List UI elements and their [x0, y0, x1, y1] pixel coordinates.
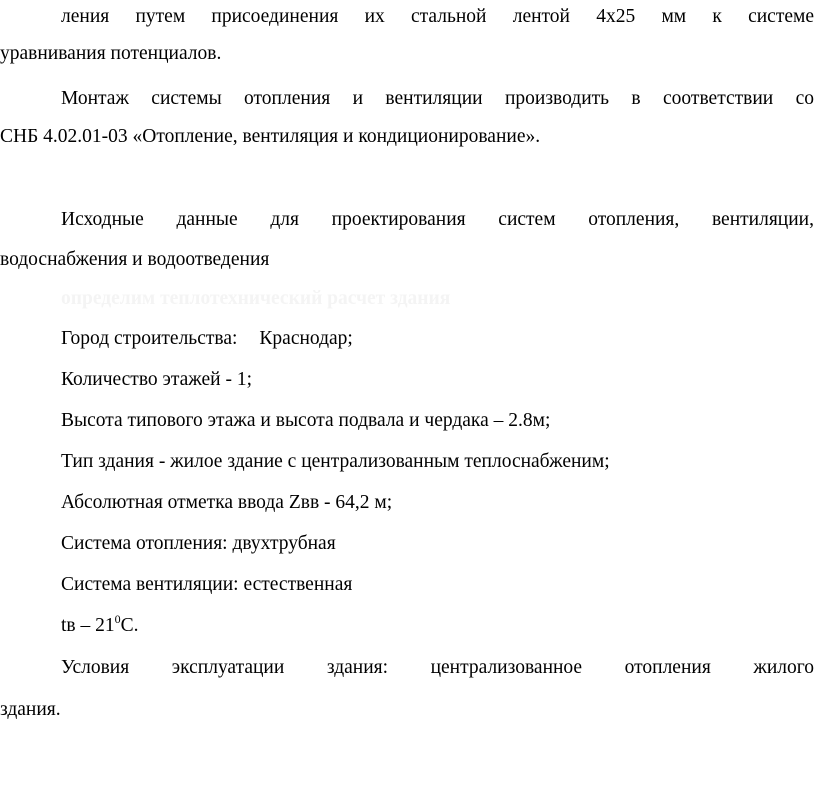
paragraph1-line1: ления путем присоединения их стальной лентой 4х25 мм к системе [61, 6, 814, 27]
paragraph3-line1: Исходные данные для проектирования систем отопления, вентиляции, [61, 209, 814, 230]
heating-line: Система отопления: двухтрубная [61, 533, 336, 554]
city-label: Город строительства: [61, 328, 238, 349]
faint-line: определим теплотехнический расчет здания [61, 288, 451, 309]
paragraph4-line2: здания. [0, 699, 61, 720]
paragraph4-line1: Условия эксплуатации здания: централизованное отопления жилого [61, 657, 814, 678]
city-value: Краснодар; [259, 328, 353, 349]
paragraph2-line1: Монтаж системы отопления и вентиляции производить в соответствии со [61, 88, 814, 109]
floors-line: Количество этажей - 1; [61, 369, 253, 390]
height-line: Высота типового этажа и высота подвала и чердака – 2.8м; [61, 410, 551, 431]
paragraph1-line2: уравнивания потенциалов. [0, 43, 222, 64]
paragraph2-line2: СНБ 4.02.01-03 «Отопление, вентиляция и кондиционирование». [0, 126, 541, 147]
elevation-line: Абсолютная отметка ввода Zвв - 64,2 м; [61, 492, 393, 513]
building-type-line: Тип здания - жилое здание с централизованным теплоснабженим; [61, 451, 610, 472]
temperature-degree: 0 [114, 612, 121, 626]
temperature-line [0, 613, 814, 639]
ventilation-line: Система вентиляции: естественная [61, 574, 353, 595]
temperature-suffix: С. [120, 615, 139, 636]
temperature-prefix: tв – 21 [61, 615, 115, 636]
paragraph3-line2: водоснабжения и водоотведения [0, 249, 270, 270]
city-line [0, 326, 814, 352]
